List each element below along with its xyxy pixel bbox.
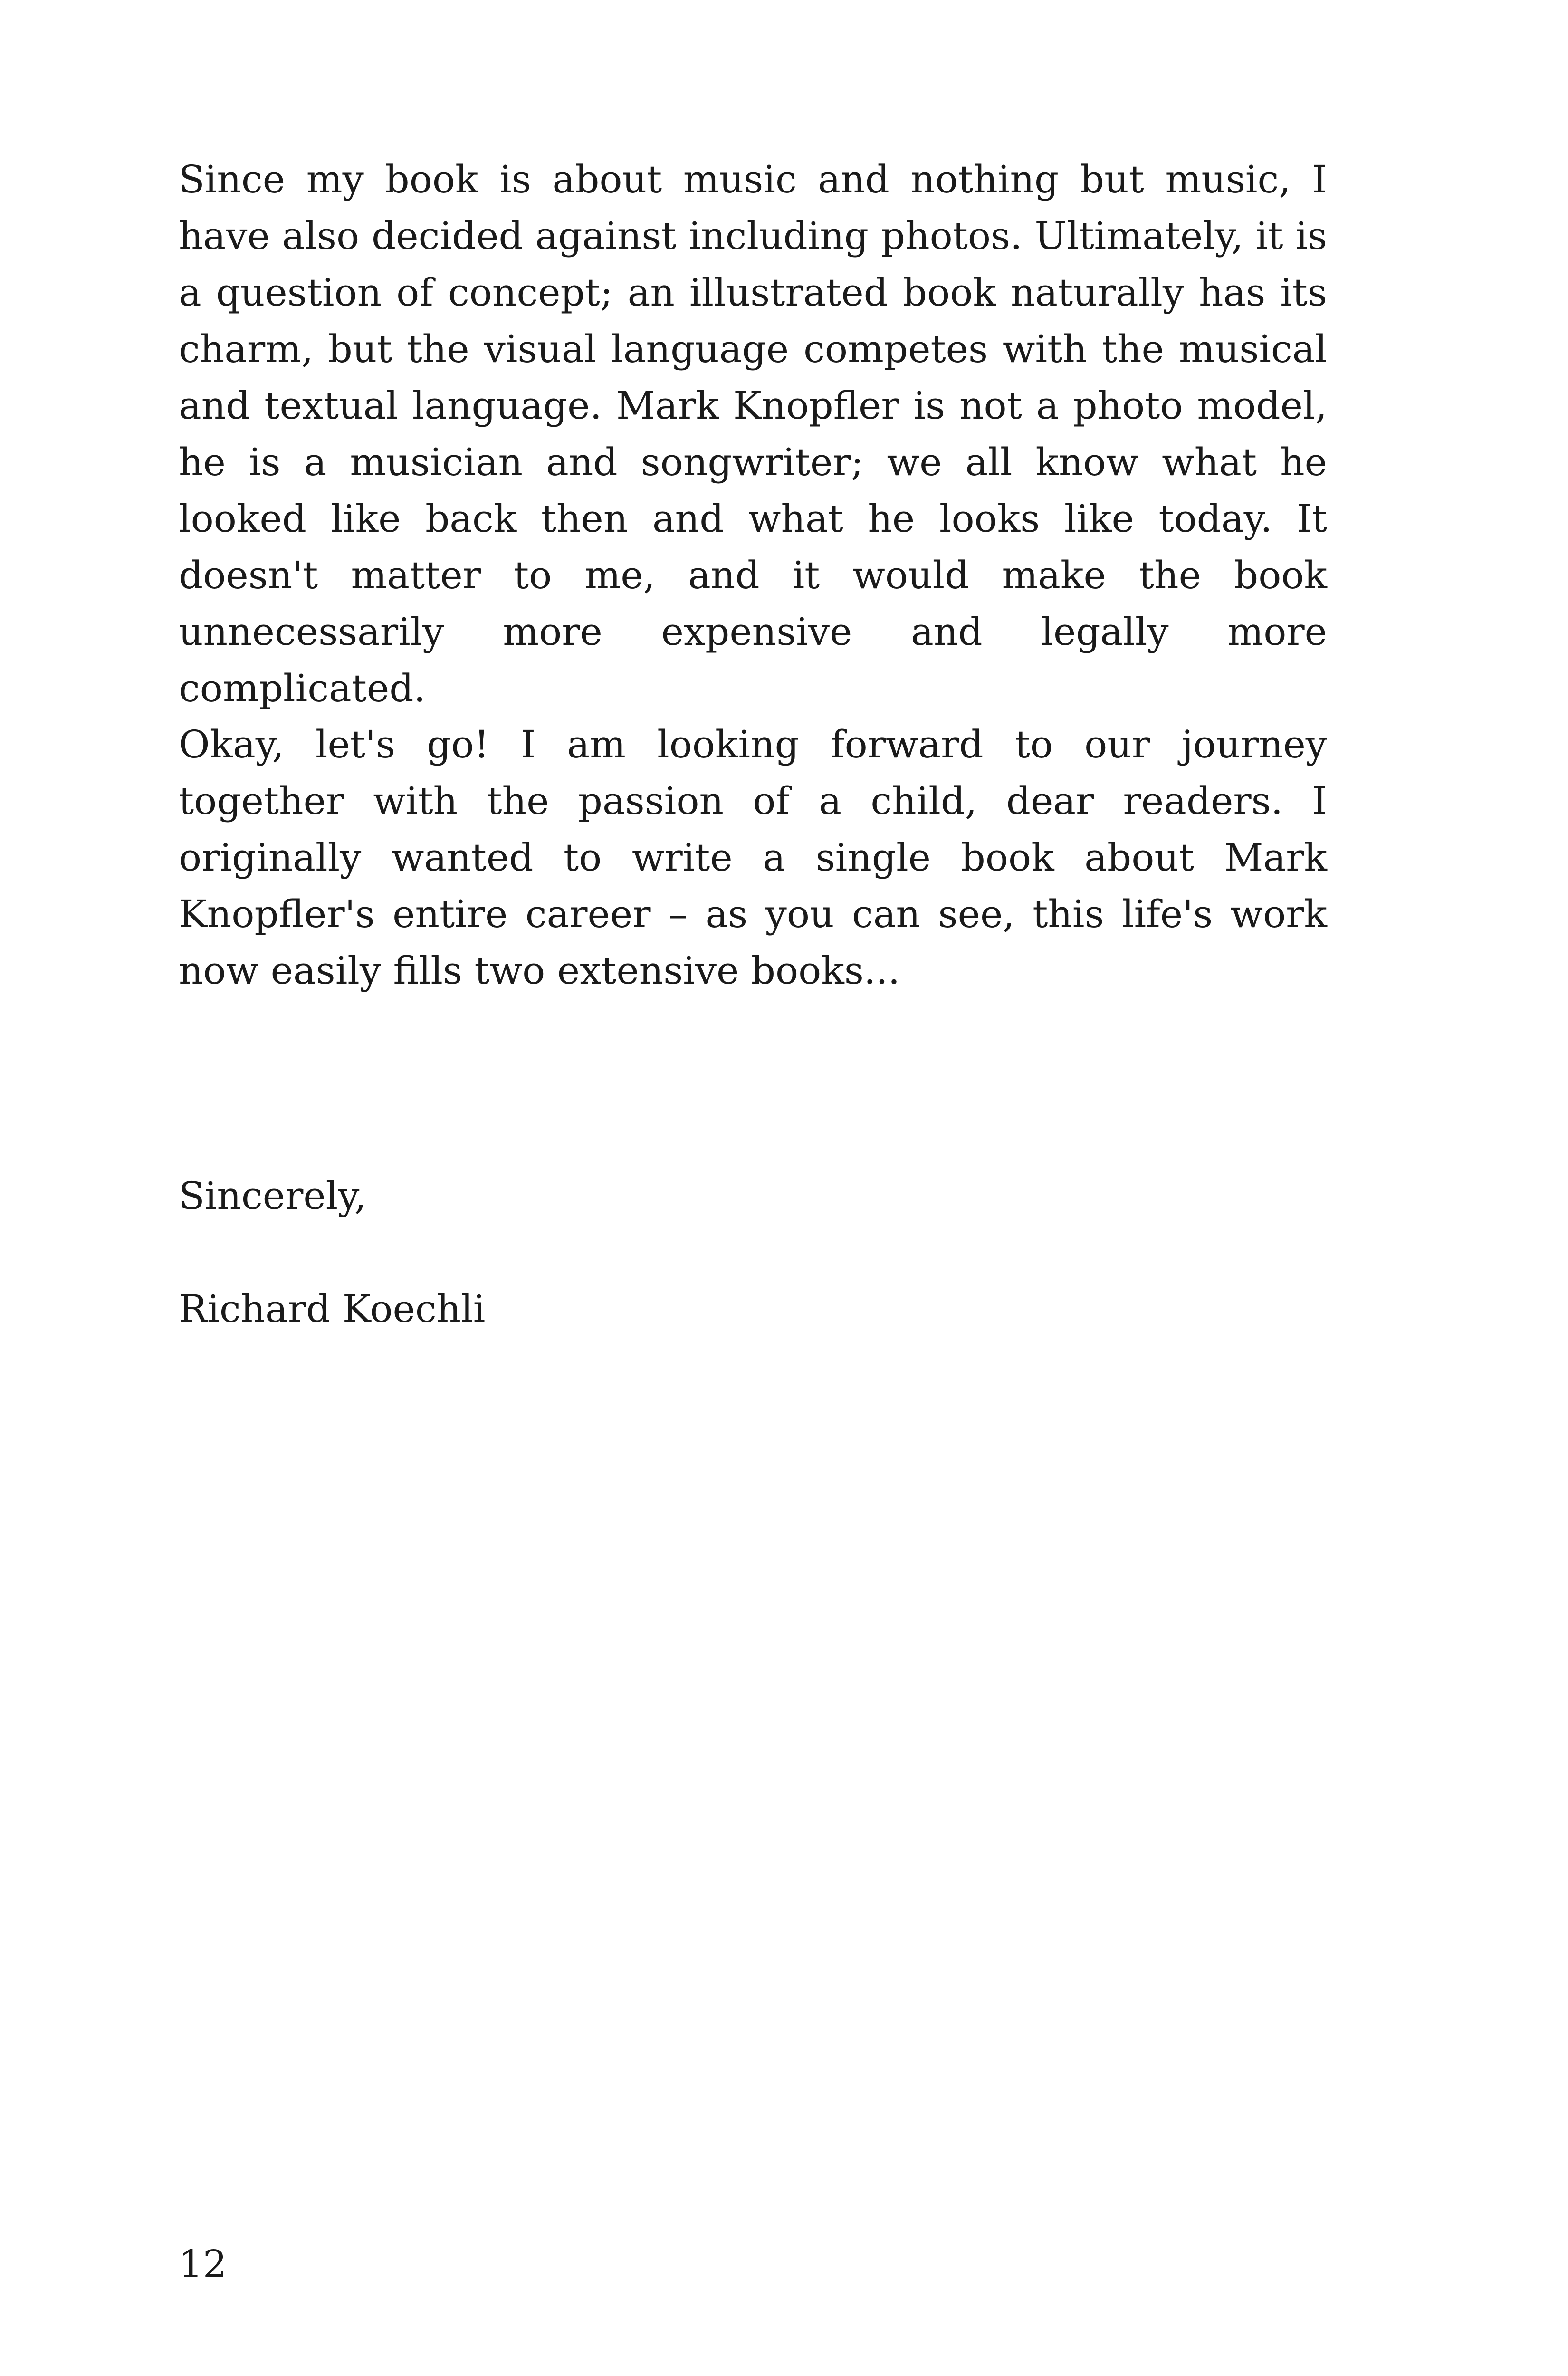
closing-salutation: Sincerely, <box>179 1174 367 1218</box>
body-paragraph-journey: Okay, let's go! I am looking forward to our journey together with the passion of a child, dear readers. I originally wanted to write a single book about Mark Knopfler's entire career – as you can see, this life's work now easily fills two extensive books... <box>179 722 1327 993</box>
body-paragraph-photos: Since my book is about music and nothing but music, I have also decided against including photos. Ultimately, it is a question of concept; an illustrated book naturally has its charm, but the visual language competes with the musical and textual language. Mark Knopfler is not a photo model, he is a musician and songwriter; we all know what he looked like back then and what he looks like today. It doesn't matter to me, and it would make the book unnecessarily more expensive and legally more complicated. <box>179 157 1327 710</box>
page-number: 12 <box>179 2242 227 2286</box>
author-signature: Richard Koechli <box>179 1287 486 1331</box>
